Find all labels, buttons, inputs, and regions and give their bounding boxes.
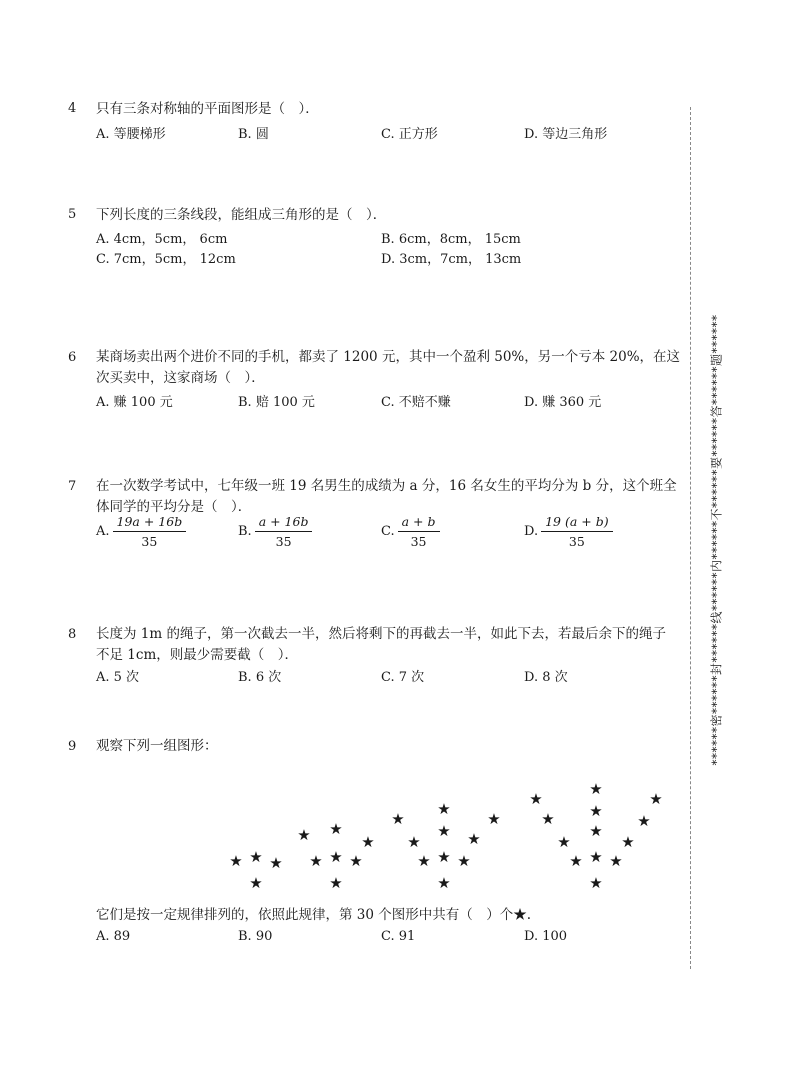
option-b[interactable]: B. 90 xyxy=(238,929,273,944)
question-text: 某商场卖出两个进价不同的手机，都卖了 1200 元，其中一个盈利 50%，另一个亏本 20%，在这 次买卖中，这家商场（ ）． xyxy=(96,349,681,386)
star-icon: ★ xyxy=(329,848,343,866)
question-number: 6 xyxy=(68,350,77,365)
star-icon: ★ xyxy=(269,854,283,872)
option-b[interactable]: B. $\frac{a + 16b}{35}$ xyxy=(238,514,312,549)
option-a[interactable]: A. 4cm，5cm， 6cm xyxy=(96,232,228,247)
side-dashed-line xyxy=(690,107,691,969)
option-b[interactable]: B. 赔 100 元 xyxy=(238,395,315,410)
option-b[interactable]: B. 6 次 xyxy=(238,670,282,685)
question-text: 观察下列一组图形： xyxy=(96,738,218,754)
star-icon: ★ xyxy=(529,790,543,808)
star-icon: ★ xyxy=(621,833,635,851)
star-icon: ★ xyxy=(229,852,243,870)
star-icon: ★ xyxy=(329,874,343,892)
star-icon: ★ xyxy=(249,848,263,866)
star-icon: ★ xyxy=(589,874,603,892)
star-icon: ★ xyxy=(589,848,603,866)
option-d[interactable]: D. 3cm，7cm， 13cm xyxy=(381,252,522,267)
option-d[interactable]: D. 8 次 xyxy=(524,670,568,685)
option-c[interactable]: C. 91 xyxy=(381,929,416,944)
star-icon: ★ xyxy=(609,852,623,870)
option-b[interactable]: B. 6cm，8cm， 15cm xyxy=(381,232,521,247)
star-icon: ★ xyxy=(437,874,451,892)
star-icon: ★ xyxy=(589,780,603,798)
question-number: 7 xyxy=(68,479,77,494)
star-icon: ★ xyxy=(589,822,603,840)
star-icon: ★ xyxy=(349,852,363,870)
star-icon: ★ xyxy=(361,833,375,851)
star-icon: ★ xyxy=(329,820,343,838)
option-d[interactable]: D. $\frac{19 (a + b)}{35}$ xyxy=(524,514,613,549)
star-icon: ★ xyxy=(417,852,431,870)
question-text: 下列长度的三条线段，能组成三角形的是（ ）． xyxy=(96,207,387,223)
option-c[interactable]: C. 正方形 xyxy=(381,127,438,142)
option-a[interactable]: A. 5 次 xyxy=(96,670,140,685)
star-icon: ★ xyxy=(569,852,583,870)
option-c[interactable]: C. 7cm，5cm， 12cm xyxy=(96,252,236,267)
option-a[interactable]: A. $\frac{19a + 16b}{35}$ xyxy=(96,514,186,549)
star-icon: ★ xyxy=(407,833,421,851)
side-seal-text: ******密******封******线******内******不******要******答******题****** xyxy=(709,314,724,766)
option-b[interactable]: B. 圆 xyxy=(238,127,269,142)
star-icon: ★ xyxy=(467,830,481,848)
option-d[interactable]: D. 赚 360 元 xyxy=(524,395,602,410)
star-icon: ★ xyxy=(589,802,603,820)
option-d[interactable]: D. 100 xyxy=(524,929,568,944)
star-icon: ★ xyxy=(249,874,263,892)
star-icon: ★ xyxy=(391,810,405,828)
question-text: 在一次数学考试中，七年级一班 19 名男生的成绩为 a 分，16 名女生的平均分为 b 分，这个班全 体同学的平均分是（ ）． xyxy=(96,478,677,515)
option-c[interactable]: C. 不赔不赚 xyxy=(381,395,451,410)
option-c[interactable]: C. 7 次 xyxy=(381,670,425,685)
star-icon: ★ xyxy=(649,790,663,808)
option-d[interactable]: D. 等边三角形 xyxy=(524,127,608,142)
star-icon: ★ xyxy=(457,852,471,870)
option-a[interactable]: A. 89 xyxy=(96,929,131,944)
question-number: 8 xyxy=(68,627,77,642)
option-a[interactable]: A. 赚 100 元 xyxy=(96,395,173,410)
option-c[interactable]: C. $\frac{a + b}{35}$ xyxy=(381,514,440,549)
question-followup-text: 它们是按一定规律排列的，依照此规律，第 30 个图形中共有（ ）个★. xyxy=(96,907,532,923)
star-icon: ★ xyxy=(437,848,451,866)
question-text: 长度为 1m 的绳子，第一次截去一半，然后将剩下的再截去一半，如此下去，若最后余下的绳子 不足 1cm，则最少需要截（ ）． xyxy=(96,626,666,663)
star-icon: ★ xyxy=(437,800,451,818)
option-a[interactable]: A. 等腰梯形 xyxy=(96,127,166,142)
question-number: 5 xyxy=(68,207,77,222)
star-icon: ★ xyxy=(309,852,323,870)
star-icon: ★ xyxy=(437,822,451,840)
star-icon: ★ xyxy=(557,833,571,851)
star-icon: ★ xyxy=(487,810,501,828)
star-icon: ★ xyxy=(637,812,651,830)
star-icon: ★ xyxy=(541,810,555,828)
question-number: 4 xyxy=(68,101,77,116)
question-text: 只有三条对称轴的平面图形是（ ）． xyxy=(96,101,319,117)
star-icon: ★ xyxy=(297,826,311,844)
question-number: 9 xyxy=(68,739,77,754)
